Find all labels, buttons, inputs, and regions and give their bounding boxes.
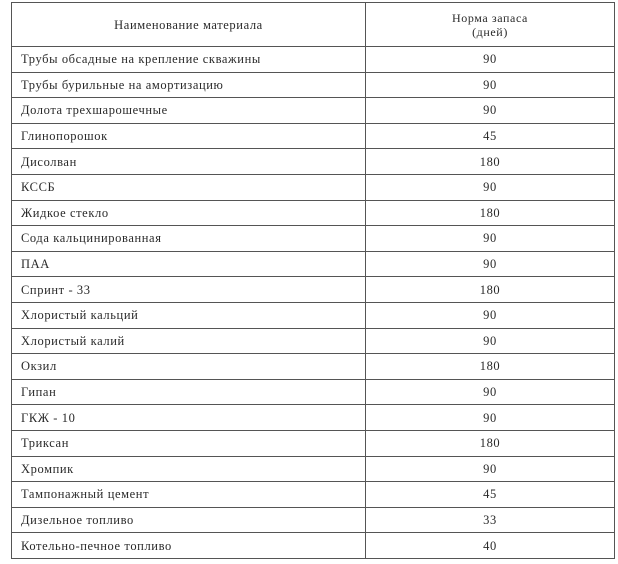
table-row bbox=[12, 328, 615, 354]
table-row bbox=[12, 47, 615, 73]
stock-norm-days-cell: 90 bbox=[366, 72, 615, 98]
column-header-stock-norm bbox=[366, 3, 615, 47]
material-name-cell: Тампонажный цемент bbox=[12, 482, 366, 508]
table-row bbox=[12, 277, 615, 303]
material-name-cell: Окзил bbox=[12, 354, 366, 380]
header-row bbox=[12, 3, 615, 47]
stock-norm-days-cell: 180 bbox=[366, 430, 615, 456]
material-name-cell: Трубы бурильные на амортизацию bbox=[12, 72, 366, 98]
table-row bbox=[12, 533, 615, 559]
material-name-cell: Хлористый кальций bbox=[12, 302, 366, 328]
stock-norm-days-cell: 180 bbox=[366, 149, 615, 175]
table-row bbox=[12, 72, 615, 98]
material-name-cell: Хромпик bbox=[12, 456, 366, 482]
stock-norm-days-cell: 90 bbox=[366, 302, 615, 328]
stock-norm-days-cell: 45 bbox=[366, 482, 615, 508]
material-name-cell: ГКЖ - 10 bbox=[12, 405, 366, 431]
stock-norm-days-cell: 90 bbox=[366, 405, 615, 431]
table-row bbox=[12, 430, 615, 456]
stock-norm-days-cell: 90 bbox=[366, 47, 615, 73]
stock-norm-days-cell: 90 bbox=[366, 226, 615, 252]
column-header-stock-norm-line1: Норма запаса bbox=[452, 10, 528, 25]
stock-norm-days-cell: 180 bbox=[366, 200, 615, 226]
column-header-material: Наименование материала bbox=[12, 3, 366, 47]
stock-norm-days-cell: 90 bbox=[366, 379, 615, 405]
material-name-cell: Глинопорошок bbox=[12, 123, 366, 149]
table-row bbox=[12, 507, 615, 533]
stock-norm-days-cell: 90 bbox=[366, 251, 615, 277]
stock-norm-days-cell: 90 bbox=[366, 328, 615, 354]
table-row bbox=[12, 379, 615, 405]
material-name-cell: Котельно-печное топливо bbox=[12, 533, 366, 559]
stock-norm-days-cell: 45 bbox=[366, 123, 615, 149]
material-name-cell: Дисолван bbox=[12, 149, 366, 175]
table-row bbox=[12, 405, 615, 431]
material-name-cell: Сода кальцинированная bbox=[12, 226, 366, 252]
table-row bbox=[12, 456, 615, 482]
materials-stock-table bbox=[11, 2, 615, 559]
material-name-cell: Спринт - 33 bbox=[12, 277, 366, 303]
material-name-cell: Дизельное топливо bbox=[12, 507, 366, 533]
table-row bbox=[12, 200, 615, 226]
material-name-cell: Долота трехшарошечные bbox=[12, 98, 366, 124]
material-name-cell: Триксан bbox=[12, 430, 366, 456]
table-row bbox=[12, 226, 615, 252]
stock-norm-days-cell: 180 bbox=[366, 354, 615, 380]
material-name-cell: Жидкое стекло bbox=[12, 200, 366, 226]
table-row bbox=[12, 98, 615, 124]
table-row bbox=[12, 123, 615, 149]
stock-norm-days-cell: 33 bbox=[366, 507, 615, 533]
stock-norm-days-cell: 90 bbox=[366, 174, 615, 200]
column-header-stock-norm-line2: (дней) bbox=[472, 24, 508, 39]
material-name-cell: КССБ bbox=[12, 174, 366, 200]
table-row bbox=[12, 251, 615, 277]
material-name-cell: Трубы обсадные на крепление скважины bbox=[12, 47, 366, 73]
stock-norm-days-cell: 90 bbox=[366, 456, 615, 482]
stock-norm-days-cell: 180 bbox=[366, 277, 615, 303]
stock-norm-days-cell: 90 bbox=[366, 98, 615, 124]
table-row bbox=[12, 149, 615, 175]
table-row bbox=[12, 482, 615, 508]
material-name-cell: ПАА bbox=[12, 251, 366, 277]
table-row bbox=[12, 302, 615, 328]
table-row bbox=[12, 174, 615, 200]
stock-norm-days-cell: 40 bbox=[366, 533, 615, 559]
table-row bbox=[12, 354, 615, 380]
material-name-cell: Хлористый калий bbox=[12, 328, 366, 354]
material-name-cell: Гипан bbox=[12, 379, 366, 405]
